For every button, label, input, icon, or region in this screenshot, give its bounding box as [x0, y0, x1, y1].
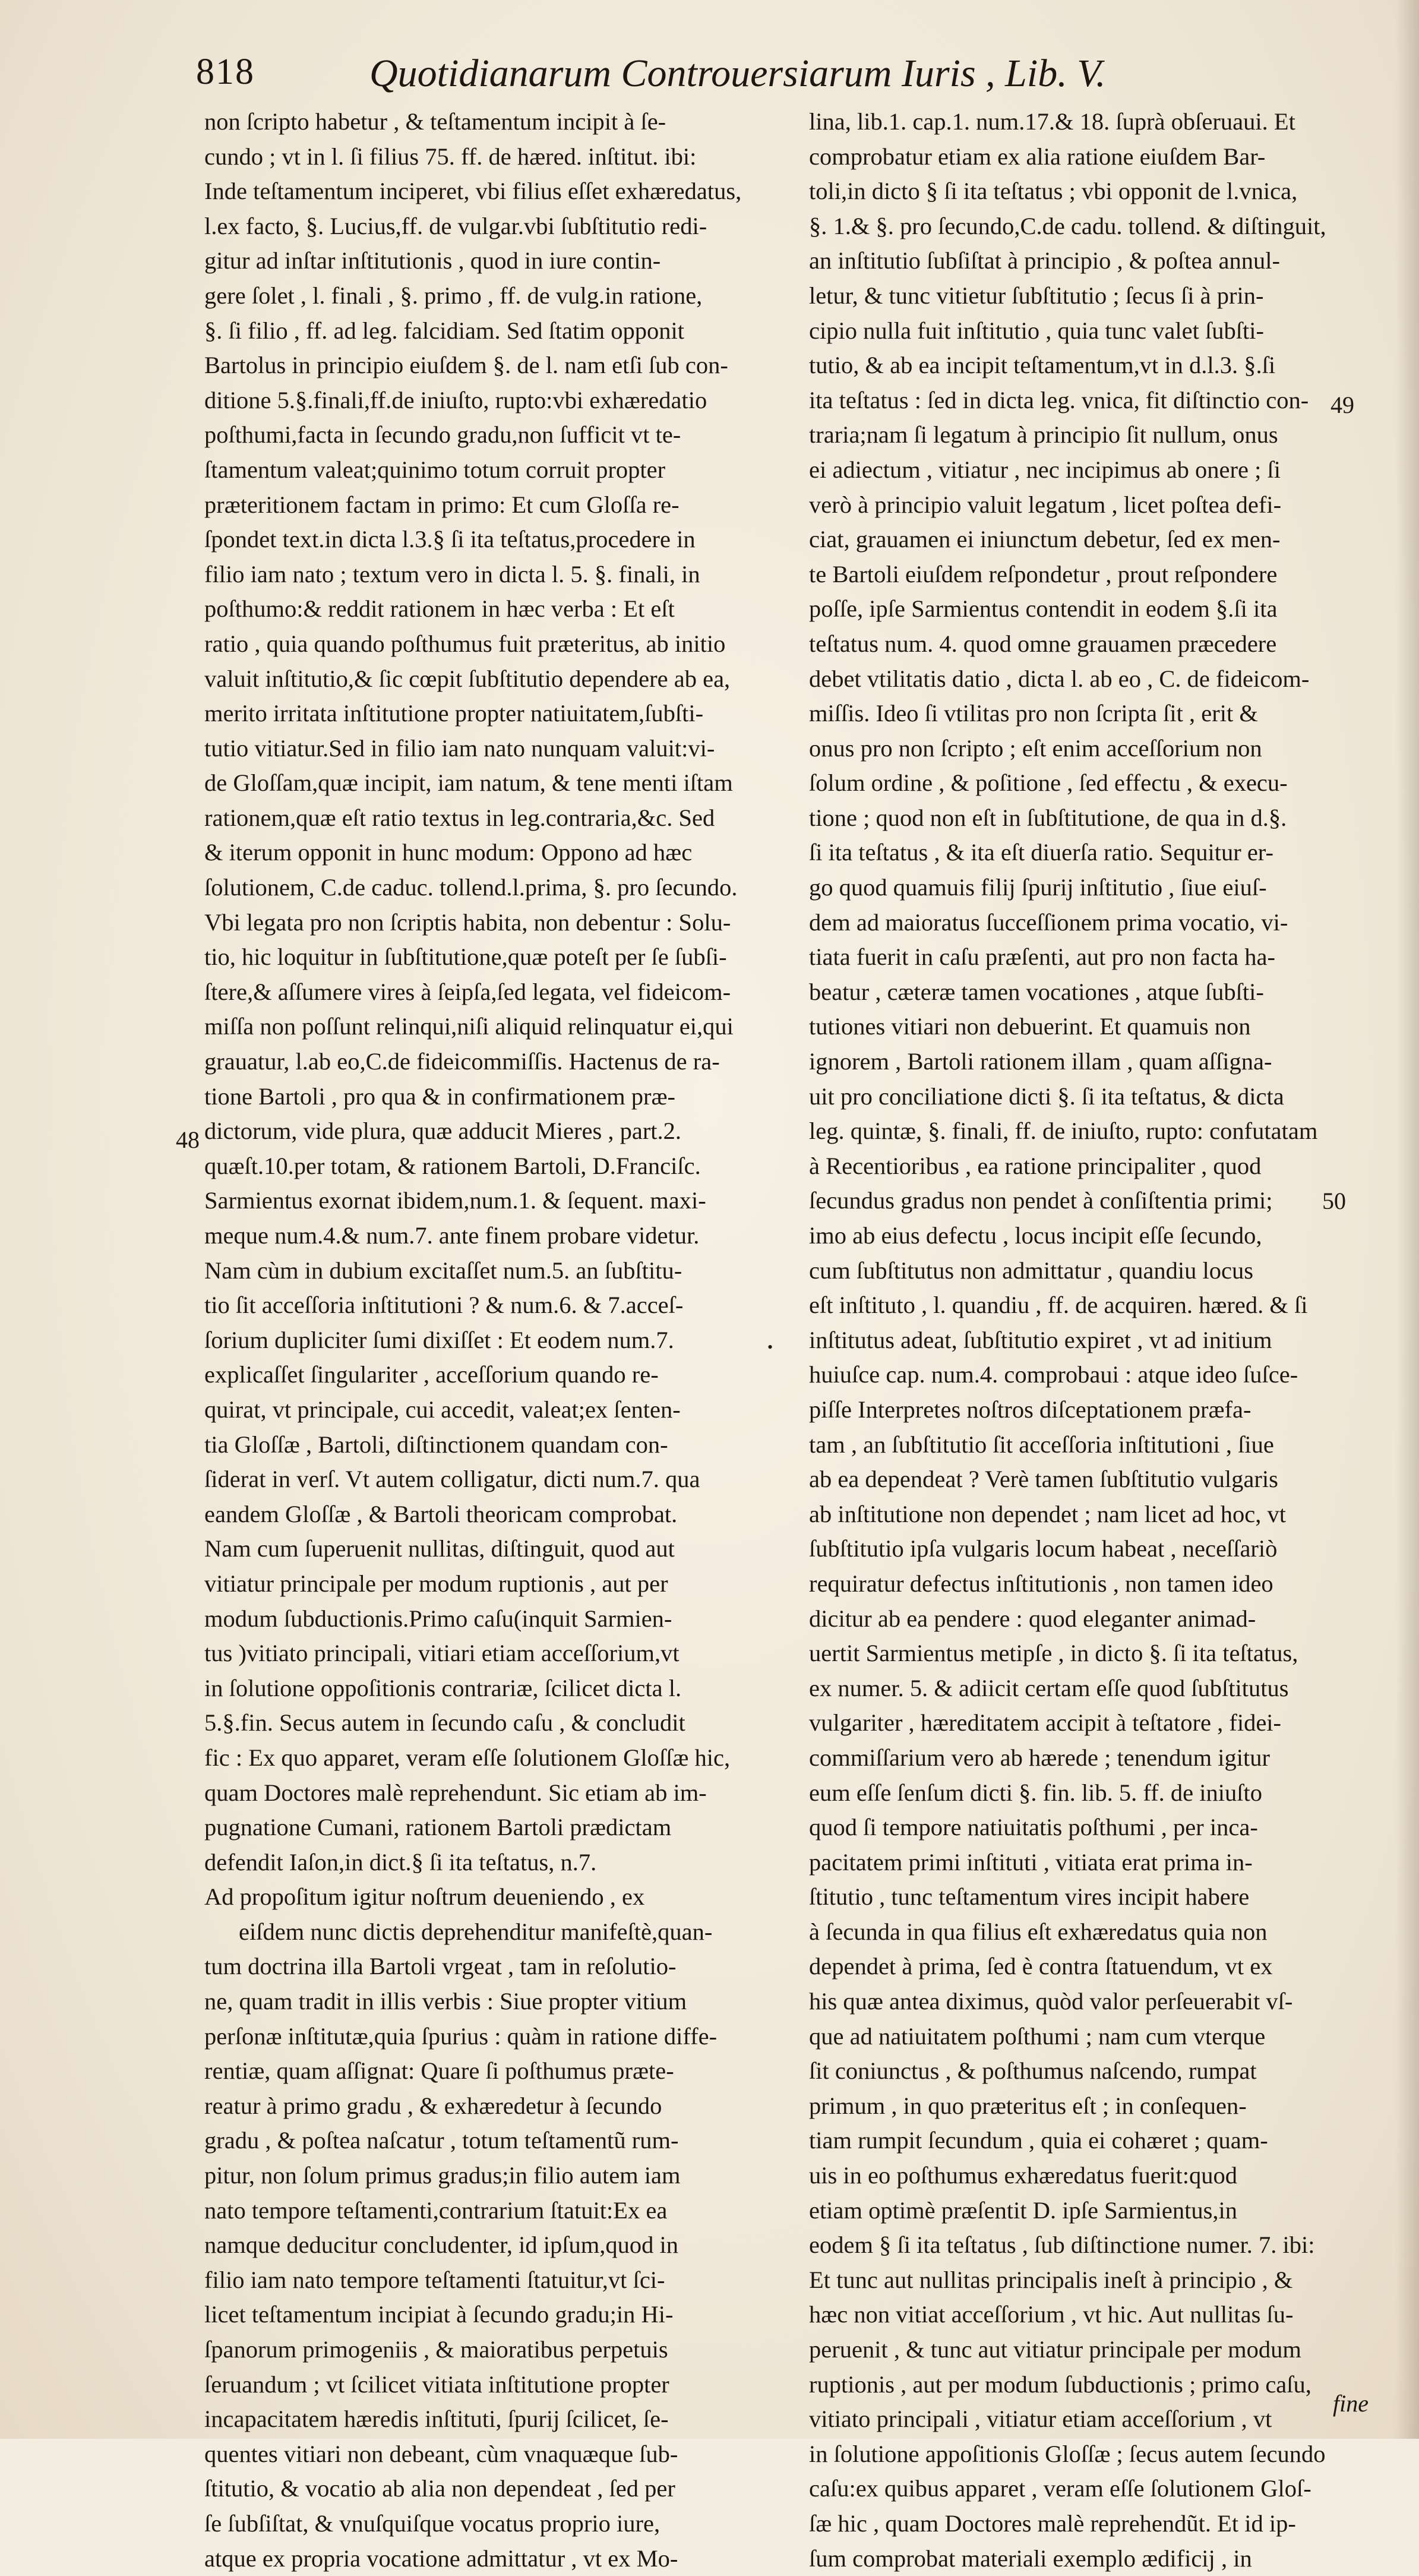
text-line: tam , an ſubſtitutio ſit acceſſoria inſtitutioni , ſiue — [809, 1431, 1274, 1458]
margin-number: 50 — [1322, 1188, 1346, 1214]
text-line: ſecundus gradus non pendet à conſiſtentia primi; — [809, 1187, 1273, 1214]
text-line: defendit Iaſon,in dict.§ ſi ita teſtatus, n.7. — [204, 1848, 597, 1876]
text-line: ſpanorum primogeniis , & maioratibus perpetuis — [204, 2336, 668, 2363]
text-line: Inde teſtamentum inciperet, vbi filius eſſet exhæredatus, — [204, 178, 742, 205]
text-line: l.ex facto, §. Lucius,ff. de vulgar.vbi ſubſtitutio redi- — [204, 212, 707, 239]
text-line: Bartolus in principio eiuſdem §. de l. nam etſi ſub con- — [204, 352, 728, 379]
text-line: ſiderat in verſ. Vt autem colligatur, dicti num.7. qua — [204, 1466, 700, 1493]
text-line: tione ; quod non eſt in ſubſtitutione, de qua in d.§. — [809, 804, 1287, 831]
text-line: & iterum opponit in hunc modum: Oppono ad hæc — [204, 839, 693, 866]
text-line: in ſolutione oppoſitionis contrariæ, ſcilicet dicta l. — [204, 1674, 682, 1701]
text-line: caſu:ex quibus apparet , veram eſſe ſolutionem Gloſ- — [809, 2475, 1311, 2502]
catchword: fine — [1333, 2390, 1369, 2417]
text-line: in ſolutione appoſitionis Gloſſæ ; ſecus autem ſecundo — [809, 2440, 1326, 2467]
text-line: Nam cum ſuperuenit nullitas, diſtinguit, quod aut — [204, 1535, 675, 1562]
text-line: peruenit , & tunc aut vitiatur principale per modum — [809, 2336, 1301, 2363]
text-line: atque ex propria vocatione admittatur , vt ex Mo- — [204, 2545, 678, 2572]
text-line: ſtamentum valeat;quinimo totum corruit propter — [204, 456, 666, 483]
page-header — [196, 51, 1378, 105]
text-line: reatur à primo gradu , & exhæredetur à ſecundo — [204, 2092, 662, 2119]
text-line: etiam optimè præſentit D. ipſe Sarmientus,in — [809, 2196, 1238, 2224]
printer-mark: • — [767, 1338, 773, 1356]
text-line: miſſis. Ideo ſi vtilitas pro non ſcripta ſit , erit & — [809, 700, 1258, 727]
text-line: cundo ; vt in l. ſi filius 75. ff. de hæred. inſtitut. ibi: — [204, 143, 697, 170]
text-line: vitiato principali , vitiatur etiam acceſſorium , vt — [809, 2405, 1272, 2433]
text-line: eiſdem nunc dictis deprehenditur manifeſtè,quan- — [239, 1918, 713, 1945]
text-line: onus pro non ſcripto ; eſt enim acceſſorium non — [809, 734, 1262, 762]
text-line: uit pro conciliatione dicti §. ſi ita teſtatus, & dicta — [809, 1082, 1284, 1110]
text-line: Ad propoſitum igitur noſtrum deueniendo , ex — [204, 1883, 645, 1911]
text-line: præteritionem factam in primo: Et cum Gloſſa re- — [204, 491, 680, 518]
text-line: tiam rumpit ſecundum , quia ei cohæret ; quam- — [809, 2127, 1268, 2154]
text-line: uertit Sarmientus metipſe , in dicto §. ſi ita teſtatus, — [809, 1640, 1298, 1667]
text-line: tutio, & ab ea incipit teſtamentum,vt in d.l.3. §.ſi — [809, 352, 1276, 379]
text-line: modum ſubductionis.Primo caſu(inquit Sarmien- — [204, 1605, 672, 1632]
text-line: merito irritata inſtitutione propter natiuitatem,ſubſti- — [204, 700, 704, 727]
text-line: uis in eo poſthumus exhæredatus fuerit:quod — [809, 2162, 1238, 2189]
text-line: quam Doctores malè reprehendunt. Sic etiam ab im- — [204, 1779, 707, 1806]
text-line: ſtitutio, & vocatio ab alia non dependeat , ſed per — [204, 2475, 675, 2502]
text-line: imo ab eius defectu , locus incipit eſſe ſecundo, — [809, 1222, 1262, 1249]
text-line: ſe ſubſiſtat, & vnuſquiſque vocatus proprio iure, — [204, 2509, 660, 2537]
text-line: poſſe, ipſe Sarmientus contendit in eodem §.ſi ita — [809, 595, 1278, 623]
text-line: ſeruandum ; vt ſcilicet vitiata inſtitutione propter — [204, 2370, 669, 2398]
text-line: ita teſtatus : ſed in dicta leg. vnica, fit diſtinctio con- — [809, 386, 1309, 413]
text-line: vulgariter , hæreditatem accipit à teſtatore , fidei- — [809, 1709, 1282, 1737]
text-line: teſtatus num. 4. quod omne grauamen præcedere — [809, 630, 1277, 657]
text-line: inſtitutus adeat, ſubſtitutio expiret , vt ad initium — [809, 1326, 1272, 1353]
text-line: que ad natiuitatem poſthumi ; nam cum vterque — [809, 2022, 1266, 2050]
text-line: incapacitatem hæredis inſtituti, ſpurij ſcilicet, ſe- — [204, 2405, 669, 2433]
text-line: beatur , cæteræ tamen vocationes , atque ſubſti- — [809, 978, 1264, 1005]
running-title: Quotidianarum Controuersiarum Iuris , Lib. V. — [369, 52, 1106, 95]
text-line: ſubſtitutio ipſa vulgaris locum habeat , neceſſariò — [809, 1535, 1278, 1562]
text-line: ab inſtitutione non dependet ; nam licet ad hoc, vt — [809, 1500, 1287, 1527]
margin-number: 49 — [1330, 392, 1354, 418]
text-line: ditione 5.§.finali,ff.de iniuſto, rupto:vbi exhæredatio — [204, 386, 707, 413]
text-line: Et tunc aut nullitas principalis ineſt à principio , & — [809, 2266, 1293, 2293]
text-line: gradu , & poſtea naſcatur , totum teſtamentũ rum- — [204, 2127, 679, 2154]
text-line: dependet à prima, ſed è contra ſtatuendum, vt ex — [809, 1953, 1273, 1980]
page-number: 818 — [196, 52, 255, 92]
text-line: meque num.4.& num.7. ante finem probare videtur. — [204, 1222, 700, 1249]
text-line: §. 1.& §. pro ſecundo,C.de cadu. tollend. & diſtinguit, — [809, 212, 1326, 239]
text-line: eodem § ſi ita teſtatus , ſub diſtinctione numer. 7. ibi: — [809, 2231, 1315, 2259]
text-line: ruptionis , aut per modum ſubductionis ; primo caſu, — [809, 2370, 1311, 2398]
text-line: dictorum, vide plura, quæ adducit Mieres , part.2. — [204, 1117, 682, 1145]
text-line: quirat, vt principale, cui accedit, valeat;ex ſenten- — [204, 1396, 681, 1423]
text-line: ab ea dependeat ? Verè tamen ſubſtitutio vulgaris — [809, 1466, 1278, 1493]
text-line: ſpondet text.in dicta l.3.§ ſi ita teſtatus,procedere in — [204, 526, 696, 553]
text-line: explicaſſet ſingulariter , acceſſorium quando re- — [204, 1361, 659, 1388]
text-line: cipio nulla fuit inſtitutio , quia tunc valet ſubſti- — [809, 317, 1264, 344]
text-line: traria;nam ſi legatum à principio ſit nullum, onus — [809, 421, 1278, 449]
text-line: de Gloſſam,quæ incipit, iam natum, & tene menti iſtam — [204, 769, 733, 797]
text-line: filio iam nato tempore teſtamenti ſtatuitur,vt ſci- — [204, 2266, 665, 2293]
text-line: ei adiectum , vitiatur , nec incipimus ab onere ; ſi — [809, 456, 1281, 483]
text-line: ne, quam tradit in illis verbis : Siue propter vitium — [204, 1988, 687, 2015]
text-line: pitur, non ſolum primus gradus;in filio autem iam — [204, 2162, 681, 2189]
text-line: gitur ad inſtar inſtitutionis , quod in iure contin- — [204, 247, 661, 274]
text-line: huiuſce cap. num.4. comprobaui : atque ideo ſuſce- — [809, 1361, 1298, 1388]
text-line: tiata fuerit in caſu præſenti, aut pro non facta ha- — [809, 943, 1275, 971]
text-line: primum , in quo præteritus eſt ; in conſequen- — [809, 2092, 1247, 2119]
text-line: Sarmientus exornat ibidem,num.1. & ſequent. maxi- — [204, 1187, 706, 1214]
text-line: his quæ antea diximus, quòd valor perſeuerabit vſ- — [809, 1988, 1293, 2015]
left-text-column — [204, 105, 779, 2576]
text-line: debet vtilitatis datio , dicta l. ab eo , C. de fideicom- — [809, 665, 1310, 692]
text-line: letur, & tunc vitietur ſubſtitutio ; ſecus ſi à prin- — [809, 282, 1264, 309]
text-line: ſum comprobat materiali exemplo ædificij , in — [809, 2545, 1252, 2572]
text-line: valuit inſtitutio,& ſic cœpit ſubſtitutio dependere ab ea, — [204, 665, 731, 692]
text-line: vitiatur principale per modum ruptionis , aut per — [204, 1570, 668, 1597]
text-line: ſolum ordine , & poſitione , ſed effectu , & execu- — [809, 769, 1288, 797]
text-line: quæſt.10.per totam, & rationem Bartoli, D.Franciſc. — [204, 1152, 701, 1179]
text-line: an inſtitutio ſubſiſtat à principio , & poſtea annul- — [809, 247, 1280, 274]
text-line: tio ſit acceſſoria inſtitutioni ? & num.6. & 7.acceſ- — [204, 1292, 684, 1319]
text-line: tum doctrina illa Bartoli vrgeat , tam in reſolutio- — [204, 1953, 677, 1980]
text-line: piſſe Interpretes noſtros diſceptationem præfa- — [809, 1396, 1251, 1423]
text-line: toli,in dicto § ſi ita teſtatus ; vbi opponit de l.vnica, — [809, 178, 1298, 205]
text-line: pugnatione Cumani, rationem Bartoli prædictam — [204, 1814, 672, 1841]
text-line: namque deducitur concludenter, id ipſum,quod in — [204, 2231, 679, 2259]
text-line: 5.§.fin. Secus autem in ſecundo caſu , & concludit — [204, 1709, 685, 1737]
text-line: grauatur, l.ab eo,C.de fideicommiſſis. Hactenus de ra- — [204, 1048, 720, 1075]
text-line: eſt inſtituto , l. quandiu , ff. de acquiren. hæred. & ſi — [809, 1292, 1308, 1319]
text-line: quentes vitiari non debeant, cùm vnaquæque ſub- — [204, 2440, 678, 2467]
page-gutter-shadow — [1395, 0, 1419, 2439]
text-line: non ſcripto habetur , & teſtamentum incipit à ſe- — [204, 108, 666, 135]
text-line: tutiones vitiari non debuerint. Et quamuis non — [809, 1013, 1251, 1040]
text-line: miſſa non poſſunt relinqui,niſi aliquid relinquatur ei,qui — [204, 1013, 734, 1040]
text-line: tia Gloſſæ , Bartoli, diſtinctionem quandam con- — [204, 1431, 668, 1458]
text-line: filio iam nato ; textum vero in dicta l. 5. §. finali, in — [204, 560, 700, 588]
text-line: poſthumi,facta in ſecundo gradu,non ſufficit vt te- — [204, 421, 681, 449]
right-text-column — [809, 105, 1350, 2576]
text-line: ſorium dupliciter ſumi dixiſſet : Et eodem num.7. — [204, 1326, 674, 1353]
text-line: fic : Ex quo apparet, veram eſſe ſolutionem Gloſſæ hic, — [204, 1744, 731, 1771]
text-line: ſtitutio , tunc teſtamentum vires incipit habere — [809, 1883, 1250, 1911]
text-line: ignorem , Bartoli rationem illam , quam aſſigna- — [809, 1048, 1272, 1075]
text-line: tio, hic loquitur in ſubſtitutione,quæ poteſt per ſe ſubſi- — [204, 943, 727, 971]
text-line: dicitur ab ea pendere : quod eleganter animad- — [809, 1605, 1256, 1632]
text-line: ſæ hic , quam Doctores malè reprehendũt. Et id ip- — [809, 2509, 1296, 2537]
text-line: comprobatur etiam ex alia ratione eiuſdem Bar- — [809, 143, 1266, 170]
text-line: ſolutionem, C.de caduc. tollend.l.prima, §. pro ſecundo. — [204, 874, 738, 901]
text-line: dem ad maioratus ſucceſſionem prima vocatio, vi- — [809, 908, 1288, 936]
text-line: ratio , quia quando poſthumus fuit præteritus, ab initio — [204, 630, 726, 657]
text-line: Nam cùm in dubium excitaſſet num.5. an ſubſtitu- — [204, 1257, 682, 1284]
text-line: quod ſi tempore natiuitatis poſthumi , per inca- — [809, 1814, 1258, 1841]
text-line: te Bartoli eiuſdem reſpondetur , prout reſpondere — [809, 560, 1278, 588]
text-line: requiratur defectus inſtitutionis , non tamen ideo — [809, 1570, 1273, 1597]
text-line: Vbi legata pro non ſcriptis habita, non debentur : Solu- — [204, 908, 731, 936]
text-line: à ſecunda in qua filius eſt exhæredatus quia non — [809, 1918, 1268, 1945]
text-line: lina, lib.1. cap.1. num.17.& 18. ſuprà obſeruaui. Et — [809, 108, 1295, 135]
text-line: licet teſtamentum incipiat à ſecundo gradu;in Hi- — [204, 2301, 674, 2328]
text-line: perſonæ inſtitutæ,quia ſpurius : quàm in ratione diffe- — [204, 2022, 718, 2050]
text-line: ſit coniunctus , & poſthumus naſcendo, rumpat — [809, 2057, 1257, 2085]
text-line: hæc non vitiat acceſſorium , vt hic. Aut nullitas ſu- — [809, 2301, 1294, 2328]
text-line: gere ſolet , l. finali , §. primo , ff. de vulg.in ratione, — [204, 282, 703, 309]
margin-number: 48 — [176, 1126, 200, 1153]
text-line: cum ſubſtitutus non admittatur , quandiu locus — [809, 1257, 1254, 1284]
text-line: rentiæ, quam aſſignat: Quare ſi poſthumus præte- — [204, 2057, 674, 2085]
text-line: eandem Gloſſæ , & Bartoli theoricam comprobat. — [204, 1500, 678, 1527]
text-line: go quod quamuis filij ſpurij inſtitutio , ſiue eiuſ- — [809, 874, 1267, 901]
text-line: rationem,quæ eſt ratio textus in leg.contraria,&c. Sed — [204, 804, 715, 831]
text-line: à Recentioribus , ea ratione principaliter , quod — [809, 1152, 1262, 1179]
text-line: verò à principio valuit legatum , licet poſtea defi- — [809, 491, 1282, 518]
text-line: tus )vitiato principali, vitiari etiam acceſſorium,vt — [204, 1640, 680, 1667]
text-line: commiſſarium vero ab hærede ; tenendum igitur — [809, 1744, 1271, 1771]
text-line: poſthumo:& reddit rationem in hæc verba : Et eſt — [204, 595, 675, 623]
text-line: tutio vitiatur.Sed in filio iam nato nunquam valuit:vi- — [204, 734, 715, 762]
text-line: eum eſſe ſenſum dicti §. fin. lib. 5. ff. de iniuſto — [809, 1779, 1262, 1806]
text-line: tione Bartoli , pro qua & in confirmationem præ- — [204, 1082, 675, 1110]
text-line: ex numer. 5. & adiicit certam eſſe quod ſubſtitutus — [809, 1674, 1289, 1701]
text-line: leg. quintæ, §. finali, ff. de iniuſto, rupto: confutatam — [809, 1117, 1318, 1145]
text-line: ſtere,& aſſumere vires à ſeipſa,ſed legata, vel fideicom- — [204, 978, 731, 1005]
text-line: nato tempore teſtamenti,contrarium ſtatuit:Ex ea — [204, 2196, 668, 2224]
text-line: ſi ita teſtatus , & ita eſt diuerſa ratio. Sequitur er- — [809, 839, 1273, 866]
text-line: pacitatem primi inſtituti , vitiata erat prima in- — [809, 1848, 1253, 1876]
text-line: §. ſi filio , ff. ad leg. falcidiam. Sed ſtatim opponit — [204, 317, 684, 344]
text-line: ciat, grauamen ei iniunctum debetur, ſed ex men- — [809, 526, 1281, 553]
